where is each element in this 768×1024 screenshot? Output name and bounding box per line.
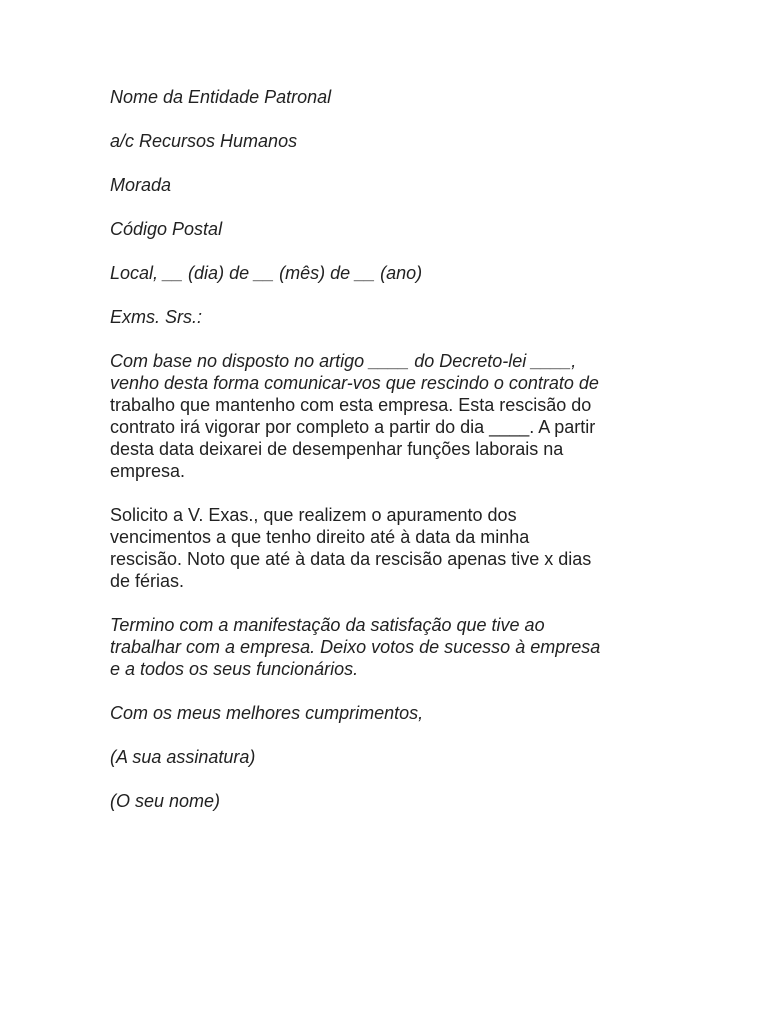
name-placeholder: (O seu nome)	[110, 791, 221, 811]
entity-name: Nome da Entidade Patronal	[110, 87, 332, 107]
date-line: Local, __ (dia) de __ (mês) de __ (ano)	[110, 263, 423, 283]
paragraph-3-line: Termino com a manifestação da satisfação que tive ao	[110, 615, 545, 635]
paragraph-1	[110, 350, 658, 482]
paragraph-1-line: contrato irá vigorar por completo a partir do dia ____. A partir	[110, 417, 596, 437]
attention-line: a/c Recursos Humanos	[110, 131, 298, 151]
paragraph-2	[110, 504, 658, 592]
postal-code-line: Código Postal	[110, 219, 223, 239]
signature-placeholder: (A sua assinatura)	[110, 747, 256, 767]
paragraph-1-line: empresa.	[110, 461, 186, 481]
letter-body	[110, 86, 658, 834]
paragraph-3-line: trabalhar com a empresa. Deixo votos de sucesso à empresa	[110, 637, 601, 657]
paragraph-2-line: de férias.	[110, 571, 185, 591]
paragraph-2-line: rescisão. Noto que até à data da rescisão apenas tive x dias	[110, 549, 592, 569]
paragraph-1-line: venho desta forma comunicar-vos que rescindo o contrato de	[110, 373, 599, 393]
paragraph-2-line: vencimentos a que tenho direito até à data da minha	[110, 527, 530, 547]
address-line: Morada	[110, 175, 172, 195]
paragraph-3-line: e a todos os seus funcionários.	[110, 659, 359, 679]
salutation: Exms. Srs.:	[110, 307, 203, 327]
paragraph-1-line: desta data deixarei de desempenhar funções laborais na	[110, 439, 564, 459]
paragraph-3	[110, 614, 658, 680]
paragraph-2-line: Solicito a V. Exas., que realizem o apuramento dos	[110, 505, 517, 525]
paragraph-1-line: Com base no disposto no artigo ____ do Decreto-lei ____,	[110, 351, 577, 371]
closing-line: Com os meus melhores cumprimentos,	[110, 703, 424, 723]
paragraph-1-line: trabalho que mantenho com esta empresa. Esta rescisão do	[110, 395, 592, 415]
